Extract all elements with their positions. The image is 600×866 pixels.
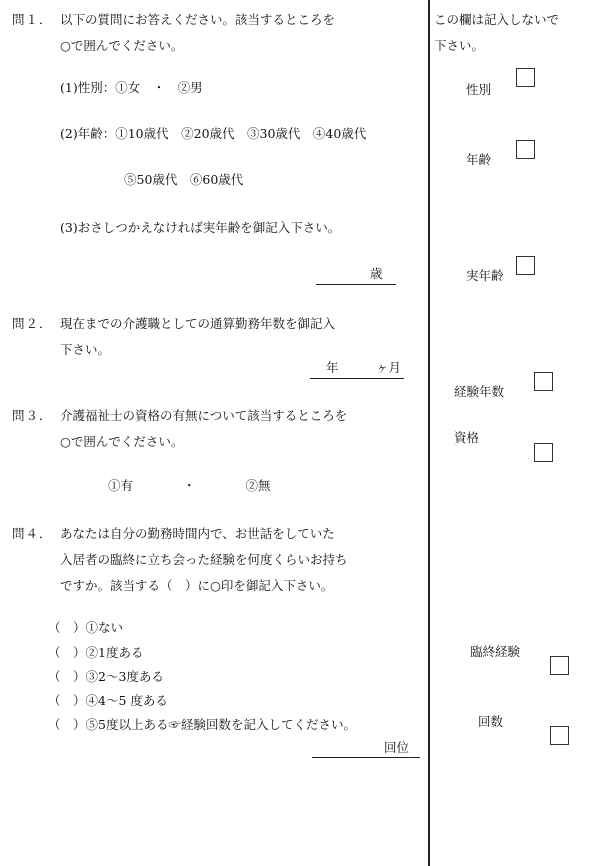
q4-count-unit: 回位 <box>384 740 410 755</box>
q1-text-line1: 以下の質問にお答えください。該当するところを <box>60 12 336 27</box>
q1-age-answer-line[interactable] <box>316 284 396 285</box>
side-years-box[interactable] <box>534 372 553 391</box>
side-note-line1: この欄は記入しないで <box>434 12 560 27</box>
side-death-exp-box[interactable] <box>550 656 569 675</box>
q4-count-answer-line[interactable] <box>312 757 420 758</box>
side-death-exp-label: 臨終経験 <box>470 644 521 659</box>
q3-qualification-options[interactable]: ①有 ・ ②無 <box>108 478 271 493</box>
side-qualification-box[interactable] <box>534 443 553 462</box>
q4-text-line2: 入居者の臨終に立ち会った経験を何度くらいお持ち <box>60 552 348 567</box>
side-age-label: 年齢 <box>466 152 492 167</box>
q1-text-line2: ○で囲んでください。 <box>60 38 184 53</box>
q1-label: 問１． <box>12 12 53 27</box>
q1-sex-options[interactable]: (1)性別：①女 ・ ②男 <box>60 80 203 95</box>
q2-text-line1: 現在までの介護職としての通算勤務年数を御記入 <box>60 316 336 331</box>
q2-unit-year: 年 <box>326 360 339 375</box>
q1-age-unit: 歳 <box>370 266 383 281</box>
q1-age-options-row2[interactable]: ⑤50歳代 ⑥60歳代 <box>124 172 244 187</box>
q3-text-line1: 介護福祉士の資格の有無について該当するところを <box>60 408 348 423</box>
side-actual-age-label: 実年齢 <box>466 268 504 283</box>
q4-option-1[interactable]: （ ）①ない <box>48 620 124 635</box>
side-sex-label: 性別 <box>466 82 492 97</box>
column-divider <box>428 0 430 866</box>
q4-option-4[interactable]: （ ）④4～5 度ある <box>48 693 168 708</box>
q3-label: 問３． <box>12 408 53 423</box>
q2-label: 問２． <box>12 316 53 331</box>
side-actual-age-box[interactable] <box>516 256 535 275</box>
q4-option-3[interactable]: （ ）③2～3度ある <box>48 669 164 684</box>
side-note-line2: 下さい。 <box>434 38 485 53</box>
q1-age-options-row1[interactable]: (2)年齢：①10歳代 ②20歳代 ③30歳代 ④40歳代 <box>60 126 367 141</box>
q3-text-line2: ○で囲んでください。 <box>60 434 184 449</box>
side-qualification-label: 資格 <box>454 430 480 445</box>
side-count-label: 回数 <box>478 714 504 729</box>
side-years-label: 経験年数 <box>454 384 505 399</box>
q4-label: 問４． <box>12 526 53 541</box>
q2-unit-month: ヶ月 <box>376 360 402 375</box>
q4-option-2[interactable]: （ ）②1度ある <box>48 645 144 660</box>
q2-years-answer-line[interactable] <box>310 378 404 379</box>
side-sex-box[interactable] <box>516 68 535 87</box>
q2-text-line2: 下さい。 <box>60 342 111 357</box>
q4-text-line1: あなたは自分の勤務時間内で、お世話をしていた <box>60 526 335 541</box>
q1-actual-age-prompt: (3)おさしつかえなければ実年齢を御記入下さい。 <box>60 220 341 235</box>
side-age-box[interactable] <box>516 140 535 159</box>
q4-text-line3: ですか。該当する（ ）に○印を御記入下さい。 <box>60 578 334 593</box>
q4-option-5[interactable]: （ ）⑤5度以上ある☞経験回数を記入してください。 <box>48 717 356 732</box>
side-count-box[interactable] <box>550 726 569 745</box>
